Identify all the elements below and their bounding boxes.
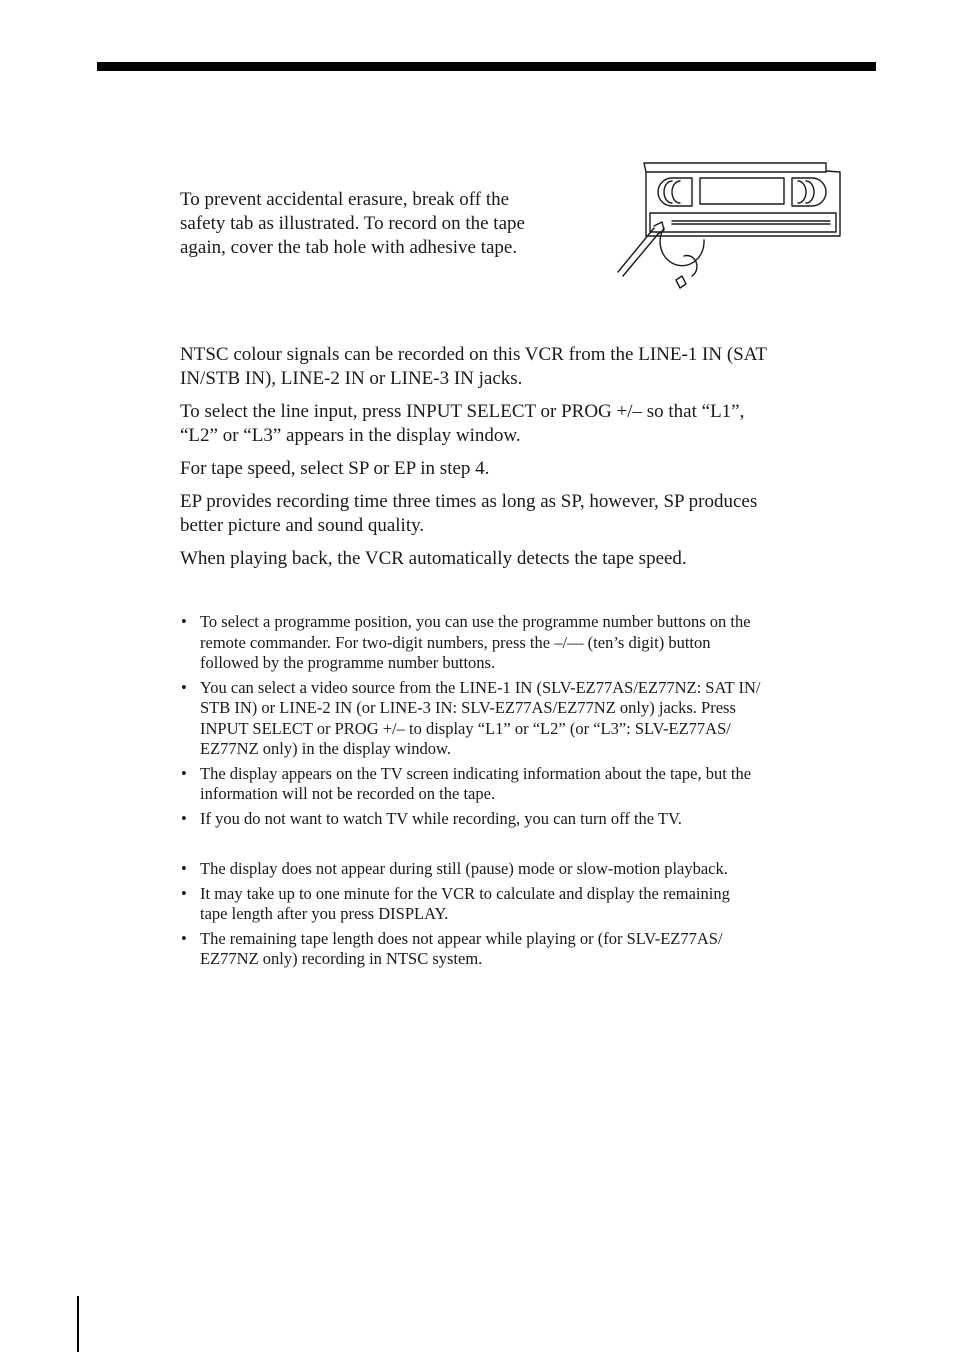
text-line: IN/STB IN), LINE-2 IN or LINE-3 IN jacks. bbox=[180, 368, 523, 389]
vhs-cassette-safety-tab-icon bbox=[612, 158, 844, 292]
tips-list bbox=[180, 612, 880, 833]
list-item: • The remaining tape length does not appear while playing or (for SLV-EZ77AS/ EZ77NZ only) recording in NTSC system. bbox=[180, 929, 880, 970]
top-rule bbox=[97, 62, 876, 71]
paragraph-tape-speed bbox=[180, 457, 870, 481]
text-line: better picture and sound quality. bbox=[180, 515, 425, 536]
paragraph-playback bbox=[180, 547, 870, 571]
list-item: • The display does not appear during still (pause) mode or slow-motion playback. bbox=[180, 859, 880, 880]
line-input-section bbox=[180, 343, 870, 580]
safety-tab-instructions bbox=[180, 188, 600, 260]
paragraph-ntsc bbox=[180, 343, 870, 391]
list-item: • If you do not want to watch TV while recording, you can turn off the TV. bbox=[180, 809, 880, 830]
text-line: EP provides recording time three times as long as SP, however, SP produces bbox=[180, 491, 758, 512]
text-line: again, cover the tab hole with adhesive tape. bbox=[180, 237, 518, 258]
paragraph-line-input bbox=[180, 400, 870, 448]
text-line: When playing back, the VCR automatically detects the tape speed. bbox=[180, 548, 687, 569]
list-item: • The display appears on the TV screen indicating information about the tape, but the information will not be recorded on the tape. bbox=[180, 764, 880, 805]
text-line: “L2” or “L3” appears in the display window. bbox=[180, 425, 521, 446]
text-line: To select the line input, press INPUT SELECT or PROG +/– so that “L1”, bbox=[180, 401, 745, 422]
text-line: To prevent accidental erasure, break off the bbox=[180, 189, 510, 210]
list-item: • To select a programme position, you can use the programme number buttons on the remote commander. For two-digit numbers, press the –/–– (ten’s digit) button followed by the programme number buttons. bbox=[180, 612, 880, 674]
text-line: safety tab as illustrated. To record on the tape bbox=[180, 213, 525, 234]
text-line: For tape speed, select SP or EP in step 4. bbox=[180, 458, 490, 479]
notes-list bbox=[180, 859, 880, 974]
list-item: • It may take up to one minute for the VCR to calculate and display the remaining tape length after you press DISPLAY. bbox=[180, 884, 880, 925]
text-line: NTSC colour signals can be recorded on this VCR from the LINE-1 IN (SAT bbox=[180, 344, 767, 365]
paragraph-ep-sp bbox=[180, 490, 870, 538]
margin-rule bbox=[77, 1296, 79, 1352]
list-item: • You can select a video source from the LINE-1 IN (SLV-EZ77AS/EZ77NZ: SAT IN/ STB IN) or LINE-2 IN (or LINE-3 IN: SLV-EZ77AS/EZ77NZ only) jacks. Press INPUT SELECT or PROG +/– to display “L1” or “L2” (or “L3”: SLV-EZ77AS/ EZ77NZ only) in the display window. bbox=[180, 678, 880, 760]
